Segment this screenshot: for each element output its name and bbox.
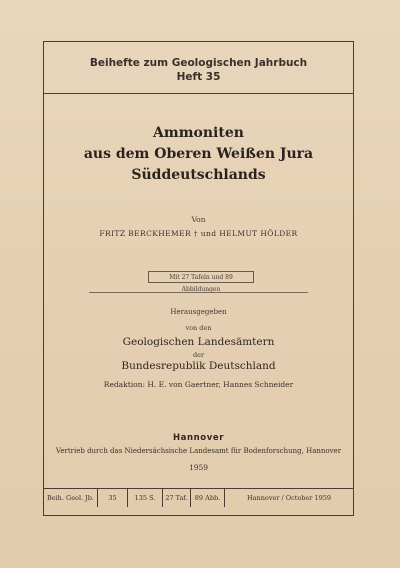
edited-label: Herausgegeben — [170, 308, 227, 316]
citation-journal: Beih. Geol. Jb. — [44, 489, 98, 507]
imprint-city: Hannover — [172, 433, 225, 443]
book-title — [44, 123, 353, 186]
title-line-2: aus dem Oberen Weißen Jura — [83, 146, 314, 162]
series-title: Beihefte zum Geologischen Jahrbuch — [89, 57, 308, 69]
title-line-1: Ammoniten — [153, 125, 244, 141]
header-rule — [44, 93, 353, 94]
citation-figures: 89 Abb. — [191, 489, 225, 507]
citation-place-date: Hannover / October 1959 — [247, 494, 331, 502]
series-issue: Heft 35 — [176, 71, 221, 83]
publisher-line-2: Bundesrepublik Deutschland — [121, 360, 276, 372]
author-names: FRITZ BERCKHEMER † und HELMUT HÖLDER — [99, 229, 298, 238]
publisher-line-1: Geologischen Landesämtern — [122, 336, 275, 348]
plates-note: Mit 27 Tafeln und 89 Abbildungen — [148, 271, 254, 283]
citation-issue: 35 — [98, 489, 128, 507]
distribution-line: Vertrieb durch das Niedersächsische Landesamt für Bodenforschung, Hannover — [55, 447, 342, 455]
citation-pages: 135 S. — [128, 489, 163, 507]
edited-by-label: von den — [185, 324, 212, 332]
editors-line: Redaktion: H. E. von Gaertner, Hannes Schneider — [103, 380, 294, 389]
publisher-connector: der — [192, 351, 205, 359]
title-line-3: Süddeutschlands — [131, 167, 266, 183]
middle-rule — [89, 292, 308, 293]
by-label: Von — [191, 215, 206, 224]
series-header — [44, 56, 353, 84]
citation-plates: 27 Taf. — [163, 489, 191, 507]
cover-frame — [43, 41, 354, 516]
imprint-year: 1959 — [188, 463, 209, 472]
citation-strip — [44, 488, 353, 507]
